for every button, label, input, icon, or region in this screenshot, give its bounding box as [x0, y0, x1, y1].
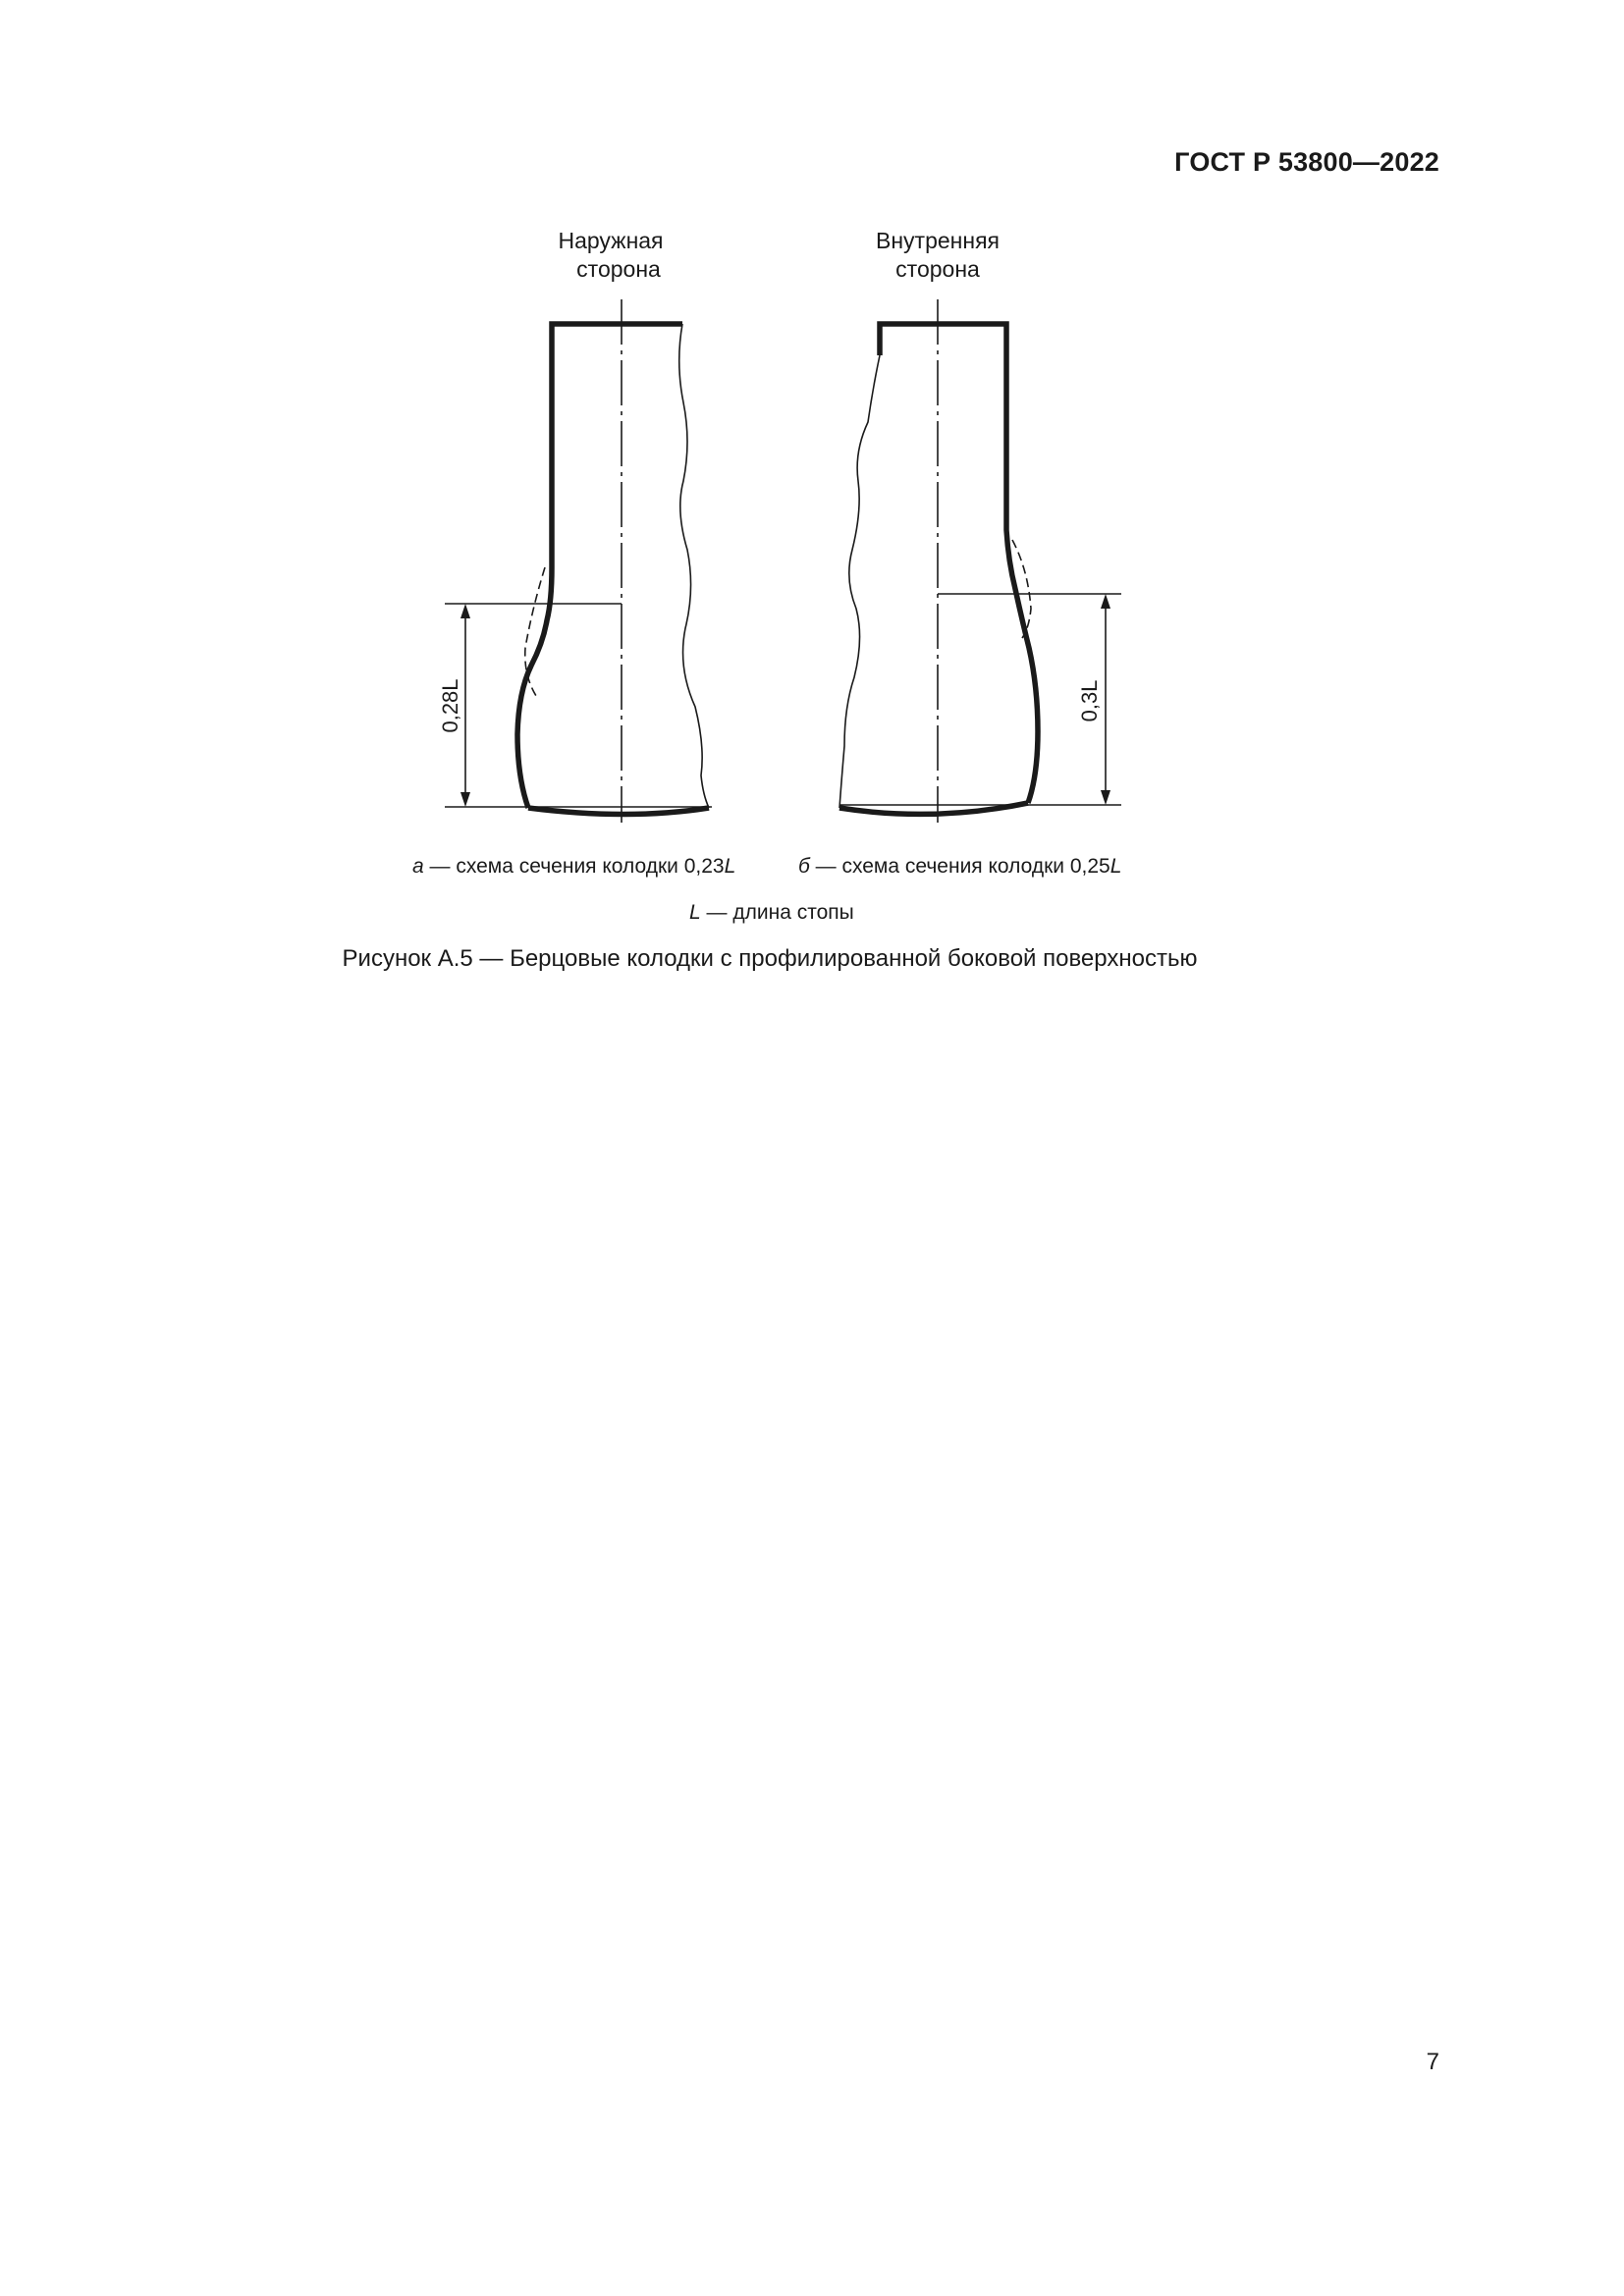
left-dimension-label: 0,28L — [438, 678, 462, 733]
legend-b-prefix: б — [798, 855, 810, 878]
right-dimension-arrow-top — [1101, 594, 1110, 609]
left-dimension-arrow-bottom — [460, 792, 470, 807]
legend-a — [412, 855, 735, 879]
legend-b — [798, 855, 1121, 879]
left-bottom-curve — [528, 808, 709, 815]
legend-a-prefix: а — [412, 855, 424, 878]
standard-id: ГОСТ Р 53800—2022 — [1174, 147, 1439, 177]
right-label-line1: Внутренняя — [876, 228, 1000, 253]
left-last-section — [438, 299, 712, 823]
left-label-line2: сторона — [576, 256, 661, 282]
legend-a-text: — схема сечения колодки 0,23 — [423, 855, 725, 878]
left-wavy-edge — [679, 324, 709, 808]
figure-drawing — [0, 0, 1624, 982]
legend-l-prefix: L — [689, 901, 701, 924]
legend-l-text: — длина стопы — [700, 901, 854, 924]
right-dimension-label: 0,3L — [1077, 679, 1102, 722]
left-dimension-arrow-top — [460, 604, 470, 618]
right-last-section — [839, 299, 1121, 823]
legend-a-suffix: L — [724, 855, 736, 878]
legend-l — [689, 901, 854, 925]
left-profile-thick — [517, 324, 682, 808]
figure-title: Рисунок А.5 — Берцовые колодки с профилированной боковой поверхностью — [342, 945, 1198, 972]
right-label-line2: сторона — [895, 256, 980, 282]
left-label-line1: Наружная — [558, 228, 664, 253]
right-wavy-edge — [839, 355, 880, 808]
page-number: 7 — [1426, 2049, 1439, 2075]
right-profile-thick — [880, 324, 1038, 803]
legend-b-suffix: L — [1110, 855, 1122, 878]
right-dimension-arrow-bottom — [1101, 790, 1110, 805]
legend-b-text: — схема сечения колодки 0,25 — [809, 855, 1110, 878]
